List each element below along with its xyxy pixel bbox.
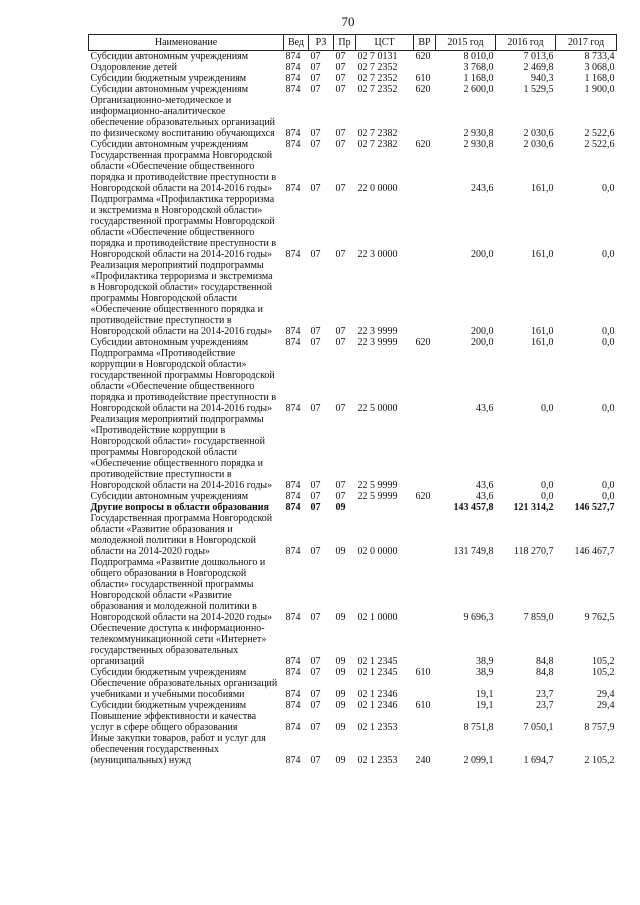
- cell-vr: [414, 95, 436, 139]
- cell-name: Государственная программа Новгородской области «Развитие образования и молодежной политики в Новгородской области на 2014-2020 годы»: [90, 513, 273, 557]
- cell-y2015: 19,1: [476, 700, 494, 711]
- cell-cst: [356, 502, 414, 513]
- cell-vr: [414, 260, 436, 337]
- cell-cst: 22 3 0000: [357, 249, 398, 260]
- cell-y2015: 2 930,8: [463, 128, 494, 139]
- cell-pr: 07: [335, 139, 346, 150]
- cell-y2017: 9 762,5: [584, 612, 615, 623]
- cell-vr: [414, 678, 436, 700]
- cell-y2015: 8 751,8: [463, 722, 494, 733]
- table-row: [89, 700, 617, 711]
- header-vr: ВР: [414, 35, 436, 51]
- cell-y2017: 0,0: [602, 183, 615, 194]
- cell-rz: 07: [310, 546, 321, 557]
- cell-ved: 874: [285, 403, 301, 414]
- cell-ved: 874: [285, 546, 301, 557]
- cell-rz: 07: [310, 480, 321, 491]
- cell-y2015: 8 010,0: [463, 51, 494, 62]
- cell-ved: 874: [285, 502, 301, 513]
- cell-pr: 07: [335, 128, 346, 139]
- cell-name: Иные закупки товаров, работ и услуг для обеспечения государственных (муниципальных) нужд: [90, 733, 266, 766]
- header-2015: 2015 год: [436, 35, 496, 51]
- table-row: [89, 194, 617, 260]
- cell-y2017: 3 068,0: [584, 62, 615, 73]
- cell-name: Реализация мероприятий подпрограммы «Противодействие коррупции в Новгородской области» государственной программы Новгородской области «Обеспечение общественного порядка и противодействие преступности в Новгородской области на 2014-2016 годы»: [90, 414, 273, 491]
- cell-y2017: 0,0: [602, 403, 615, 414]
- cell-y2016: 84,8: [536, 667, 554, 678]
- cell-cst: 02 7 2352: [357, 73, 398, 84]
- cell-name: Подпрограмма «Профилактика терроризма и экстремизма в Новгородской области» государственной программы Новгородской области «Обеспечение общественного порядка и противодействие преступности в Новгородской области на 2014-2016 годы»: [90, 194, 277, 260]
- cell-cst: 02 7 2382: [357, 139, 398, 150]
- cell-name: Субсидии бюджетным учреждениям: [90, 73, 247, 84]
- cell-vr: [414, 62, 436, 73]
- cell-y2016: 7 050,1: [523, 722, 554, 733]
- cell-ved: 874: [285, 139, 301, 150]
- cell-rz: 07: [310, 722, 321, 733]
- header-pr: Пр: [334, 35, 356, 51]
- cell-name: Повышение эффективности и качества услуг в сфере общего образования: [90, 711, 257, 733]
- cell-rz: 07: [310, 491, 321, 502]
- table-row: [89, 623, 617, 667]
- header-name: Наименование: [89, 35, 284, 51]
- cell-y2015: 43,6: [476, 480, 494, 491]
- cell-pr: 09: [335, 612, 346, 623]
- cell-vr: 620: [415, 337, 431, 348]
- cell-pr: 09: [335, 546, 346, 557]
- cell-vr: 240: [415, 755, 431, 766]
- cell-y2017: 1 168,0: [584, 73, 615, 84]
- cell-pr: 07: [335, 73, 346, 84]
- cell-pr: 07: [335, 51, 346, 62]
- table-row: [89, 73, 617, 84]
- table-row: [89, 513, 617, 557]
- cell-name: Субсидии автономным учреждениям: [90, 491, 249, 502]
- cell-y2015: 38,9: [476, 667, 494, 678]
- cell-y2016: 7 013,6: [523, 51, 554, 62]
- cell-cst: 02 7 2352: [357, 84, 398, 95]
- cell-pr: 07: [335, 62, 346, 73]
- cell-y2016: 23,7: [536, 689, 554, 700]
- cell-ved: 874: [285, 700, 301, 711]
- cell-cst: 22 5 0000: [357, 403, 398, 414]
- cell-cst: 02 1 2353: [357, 755, 398, 766]
- cell-cst: 02 0 0000: [357, 546, 398, 557]
- cell-vr: 610: [415, 73, 431, 84]
- cell-ved: 874: [285, 480, 301, 491]
- cell-y2015: 243,6: [471, 183, 494, 194]
- cell-name: Субсидии бюджетным учреждениям: [90, 700, 247, 711]
- cell-vr: [414, 513, 436, 557]
- cell-y2015: 200,0: [471, 337, 494, 348]
- cell-ved: 874: [285, 249, 301, 260]
- cell-y2016: 0,0: [541, 491, 554, 502]
- cell-rz: 07: [310, 337, 321, 348]
- cell-y2017: 2 105,2: [584, 755, 615, 766]
- cell-y2015: 200,0: [471, 326, 494, 337]
- cell-vr: 620: [415, 139, 431, 150]
- cell-ved: 874: [285, 62, 301, 73]
- cell-y2016: 161,0: [531, 337, 554, 348]
- cell-cst: 02 1 2346: [357, 689, 398, 700]
- table-row: [89, 337, 617, 348]
- cell-name: Подпрограмма «Развитие дошкольного и общего образования в Новгородской области» государственной программы Новгородской области «Развитие образования и молодежной политики в Новгородской области на 2014-2020 годы»: [90, 557, 273, 623]
- cell-vr: 610: [415, 700, 431, 711]
- table-row: [89, 733, 617, 766]
- cell-vr: [414, 502, 436, 513]
- cell-name: Государственная программа Новгородской области «Обеспечение общественного порядка и противодействие преступности в Новгородской области на 2014-2016 годы»: [90, 150, 277, 194]
- cell-cst: 02 7 2352: [357, 62, 398, 73]
- cell-pr: 07: [335, 491, 346, 502]
- table-row: [89, 62, 617, 73]
- cell-y2015: 43,6: [476, 491, 494, 502]
- cell-y2017: 0,0: [602, 326, 615, 337]
- cell-pr: 07: [335, 249, 346, 260]
- cell-y2017: 105,2: [592, 667, 615, 678]
- cell-y2017: 0,0: [602, 480, 615, 491]
- cell-pr: 09: [335, 656, 346, 667]
- cell-vr: [414, 623, 436, 667]
- cell-y2016: 2 030,6: [523, 139, 554, 150]
- cell-pr: 09: [335, 502, 346, 513]
- cell-pr: 09: [335, 700, 346, 711]
- table-row: [89, 502, 617, 513]
- cell-ved: 874: [285, 73, 301, 84]
- cell-y2015: 2 930,8: [463, 139, 494, 150]
- cell-y2016: 0,0: [541, 480, 554, 491]
- cell-pr: 07: [335, 326, 346, 337]
- cell-rz: 07: [310, 84, 321, 95]
- cell-name: Субсидии автономным учреждениям: [90, 337, 249, 348]
- budget-table: [88, 34, 617, 766]
- table-row: [89, 260, 617, 337]
- cell-rz: 07: [310, 612, 321, 623]
- cell-rz: 07: [310, 700, 321, 711]
- cell-ved: 874: [285, 656, 301, 667]
- cell-y2015: 2 600,0: [463, 84, 494, 95]
- table-row: [89, 51, 617, 63]
- cell-ved: 874: [285, 755, 301, 766]
- cell-name: Обеспечение доступа к информационно-телекоммуникационной сети «Интернет» государственных образовательных организаций: [90, 623, 267, 667]
- cell-y2016: 161,0: [531, 183, 554, 194]
- table-row: [89, 678, 617, 700]
- cell-name: Субсидии бюджетным учреждениям: [90, 667, 247, 678]
- header-2017: 2017 год: [556, 35, 617, 51]
- cell-ved: 874: [285, 183, 301, 194]
- cell-cst: 02 1 2353: [357, 722, 398, 733]
- cell-name: Субсидии автономным учреждениям: [90, 84, 249, 95]
- cell-y2017: 146 467,7: [574, 546, 615, 557]
- cell-y2016: 2 469,8: [523, 62, 554, 73]
- cell-cst: 02 1 2346: [357, 700, 398, 711]
- cell-y2017: 0,0: [602, 491, 615, 502]
- cell-y2016: 7 859,0: [523, 612, 554, 623]
- cell-pr: 09: [335, 667, 346, 678]
- cell-y2015: 131 749,8: [453, 546, 494, 557]
- table-row: [89, 95, 617, 139]
- cell-y2016: 161,0: [531, 249, 554, 260]
- cell-cst: 02 1 0000: [357, 612, 398, 623]
- cell-y2016: 940,3: [531, 73, 554, 84]
- cell-rz: 07: [310, 755, 321, 766]
- cell-name: Оздоровление детей: [90, 62, 177, 73]
- cell-y2017: 29,4: [597, 689, 615, 700]
- cell-rz: 07: [310, 656, 321, 667]
- cell-vr: 620: [415, 51, 431, 62]
- cell-vr: [414, 194, 436, 260]
- cell-pr: 07: [335, 403, 346, 414]
- cell-rz: 07: [310, 689, 321, 700]
- header-2016: 2016 год: [496, 35, 556, 51]
- cell-y2016: 161,0: [531, 326, 554, 337]
- cell-y2016: 1 694,7: [523, 755, 554, 766]
- table-row: [89, 84, 617, 95]
- table-row: [89, 414, 617, 491]
- cell-rz: 07: [310, 128, 321, 139]
- cell-y2016: 0,0: [541, 403, 554, 414]
- cell-ved: 874: [285, 689, 301, 700]
- cell-ved: 874: [285, 337, 301, 348]
- cell-y2016: 84,8: [536, 656, 554, 667]
- cell-y2016: 23,7: [536, 700, 554, 711]
- cell-cst: 02 1 2345: [357, 667, 398, 678]
- cell-pr: 07: [335, 480, 346, 491]
- table-body: [89, 51, 617, 767]
- cell-rz: 07: [310, 667, 321, 678]
- header-cst: ЦСТ: [356, 35, 414, 51]
- table-header-row: [89, 35, 617, 51]
- cell-cst: 22 5 9999: [357, 491, 398, 502]
- cell-y2017: 146 527,7: [574, 502, 615, 513]
- table-row: [89, 557, 617, 623]
- cell-name: Подпрограмма «Противодействие коррупции в Новгородской области» государственной программы Новгородской области «Обеспечение общественного порядка и противодействие преступности в Новгородской области на 2014-2016 годы»: [90, 348, 277, 414]
- cell-vr: [414, 414, 436, 491]
- cell-name: Обеспечение образовательных организаций учебниками и учебными пособиями: [90, 678, 278, 700]
- cell-y2017: 2 522,6: [584, 139, 615, 150]
- cell-ved: 874: [285, 51, 301, 62]
- cell-pr: 09: [335, 722, 346, 733]
- cell-y2015: 43,6: [476, 403, 494, 414]
- cell-pr: 07: [335, 84, 346, 95]
- cell-cst: 02 1 2345: [357, 656, 398, 667]
- cell-y2015: 3 768,0: [463, 62, 494, 73]
- cell-rz: 07: [310, 139, 321, 150]
- cell-ved: 874: [285, 326, 301, 337]
- header-rz: РЗ: [309, 35, 334, 51]
- table-row: [89, 139, 617, 150]
- cell-cst: 22 3 9999: [357, 326, 398, 337]
- header-ved: Вед: [284, 35, 309, 51]
- cell-y2017: 105,2: [592, 656, 615, 667]
- cell-y2017: 2 522,6: [584, 128, 615, 139]
- cell-pr: 09: [335, 755, 346, 766]
- cell-name: Другие вопросы в области образования: [90, 502, 269, 513]
- table-row: [89, 711, 617, 733]
- cell-y2017: 0,0: [602, 337, 615, 348]
- cell-vr: 620: [415, 491, 431, 502]
- cell-ved: 874: [285, 722, 301, 733]
- cell-y2015: 1 168,0: [463, 73, 494, 84]
- cell-y2016: 1 529,5: [523, 84, 554, 95]
- page-number: 70: [341, 14, 355, 29]
- cell-y2016: 2 030,6: [523, 128, 554, 139]
- cell-ved: 874: [285, 84, 301, 95]
- cell-pr: 07: [335, 337, 346, 348]
- cell-vr: [414, 348, 436, 414]
- cell-rz: 07: [310, 249, 321, 260]
- cell-pr: 07: [335, 183, 346, 194]
- cell-vr: [414, 150, 436, 194]
- cell-ved: 874: [285, 612, 301, 623]
- cell-ved: 874: [285, 667, 301, 678]
- cell-y2017: 0,0: [602, 249, 615, 260]
- cell-y2015: 2 099,1: [463, 755, 494, 766]
- cell-rz: 07: [310, 403, 321, 414]
- cell-vr: [414, 557, 436, 623]
- cell-y2015: 200,0: [471, 249, 494, 260]
- cell-pr: 09: [335, 689, 346, 700]
- cell-cst: 02 7 0131: [357, 51, 398, 62]
- cell-rz: 07: [310, 51, 321, 62]
- cell-cst: 22 5 9999: [357, 480, 398, 491]
- cell-y2015: 143 457,8: [453, 502, 494, 513]
- cell-y2015: 38,9: [476, 656, 494, 667]
- cell-y2015: 9 696,3: [463, 612, 494, 623]
- table-row: [89, 491, 617, 502]
- table-row: [89, 150, 617, 194]
- cell-name: Субсидии автономным учреждениям: [90, 51, 249, 62]
- cell-vr: 610: [415, 667, 431, 678]
- cell-y2017: 8 733,4: [584, 51, 615, 62]
- cell-cst: 22 0 0000: [357, 183, 398, 194]
- cell-rz: 07: [310, 326, 321, 337]
- cell-vr: [414, 711, 436, 733]
- table-row: [89, 348, 617, 414]
- cell-rz: 07: [310, 183, 321, 194]
- cell-y2017: 8 757,9: [584, 722, 615, 733]
- cell-vr: 620: [415, 84, 431, 95]
- cell-ved: 874: [285, 128, 301, 139]
- cell-name: Субсидии автономным учреждениям: [90, 139, 249, 150]
- cell-ved: 874: [285, 491, 301, 502]
- cell-name: Реализация мероприятий подпрограммы «Профилактика терроризма и экстремизма в Новгородской области» государственной программы Новгородской области «Обеспечение общественного порядка и противодействие преступности в Новгородской области на 2014-2016 годы»: [90, 260, 273, 337]
- cell-rz: 07: [310, 73, 321, 84]
- cell-y2016: 121 314,2: [513, 502, 554, 513]
- table-row: [89, 667, 617, 678]
- cell-rz: 07: [310, 62, 321, 73]
- cell-y2017: 1 900,0: [584, 84, 615, 95]
- cell-y2016: 118 270,7: [513, 546, 554, 557]
- cell-y2015: 19,1: [476, 689, 494, 700]
- cell-name: Организационно-методическое и информационно-аналитическое обеспечение образовательных организаций по физическому воспитанию обучающихся: [90, 95, 276, 139]
- cell-y2017: 29,4: [597, 700, 615, 711]
- cell-rz: 07: [310, 502, 321, 513]
- cell-cst: 22 3 9999: [357, 337, 398, 348]
- cell-cst: 02 7 2382: [357, 128, 398, 139]
